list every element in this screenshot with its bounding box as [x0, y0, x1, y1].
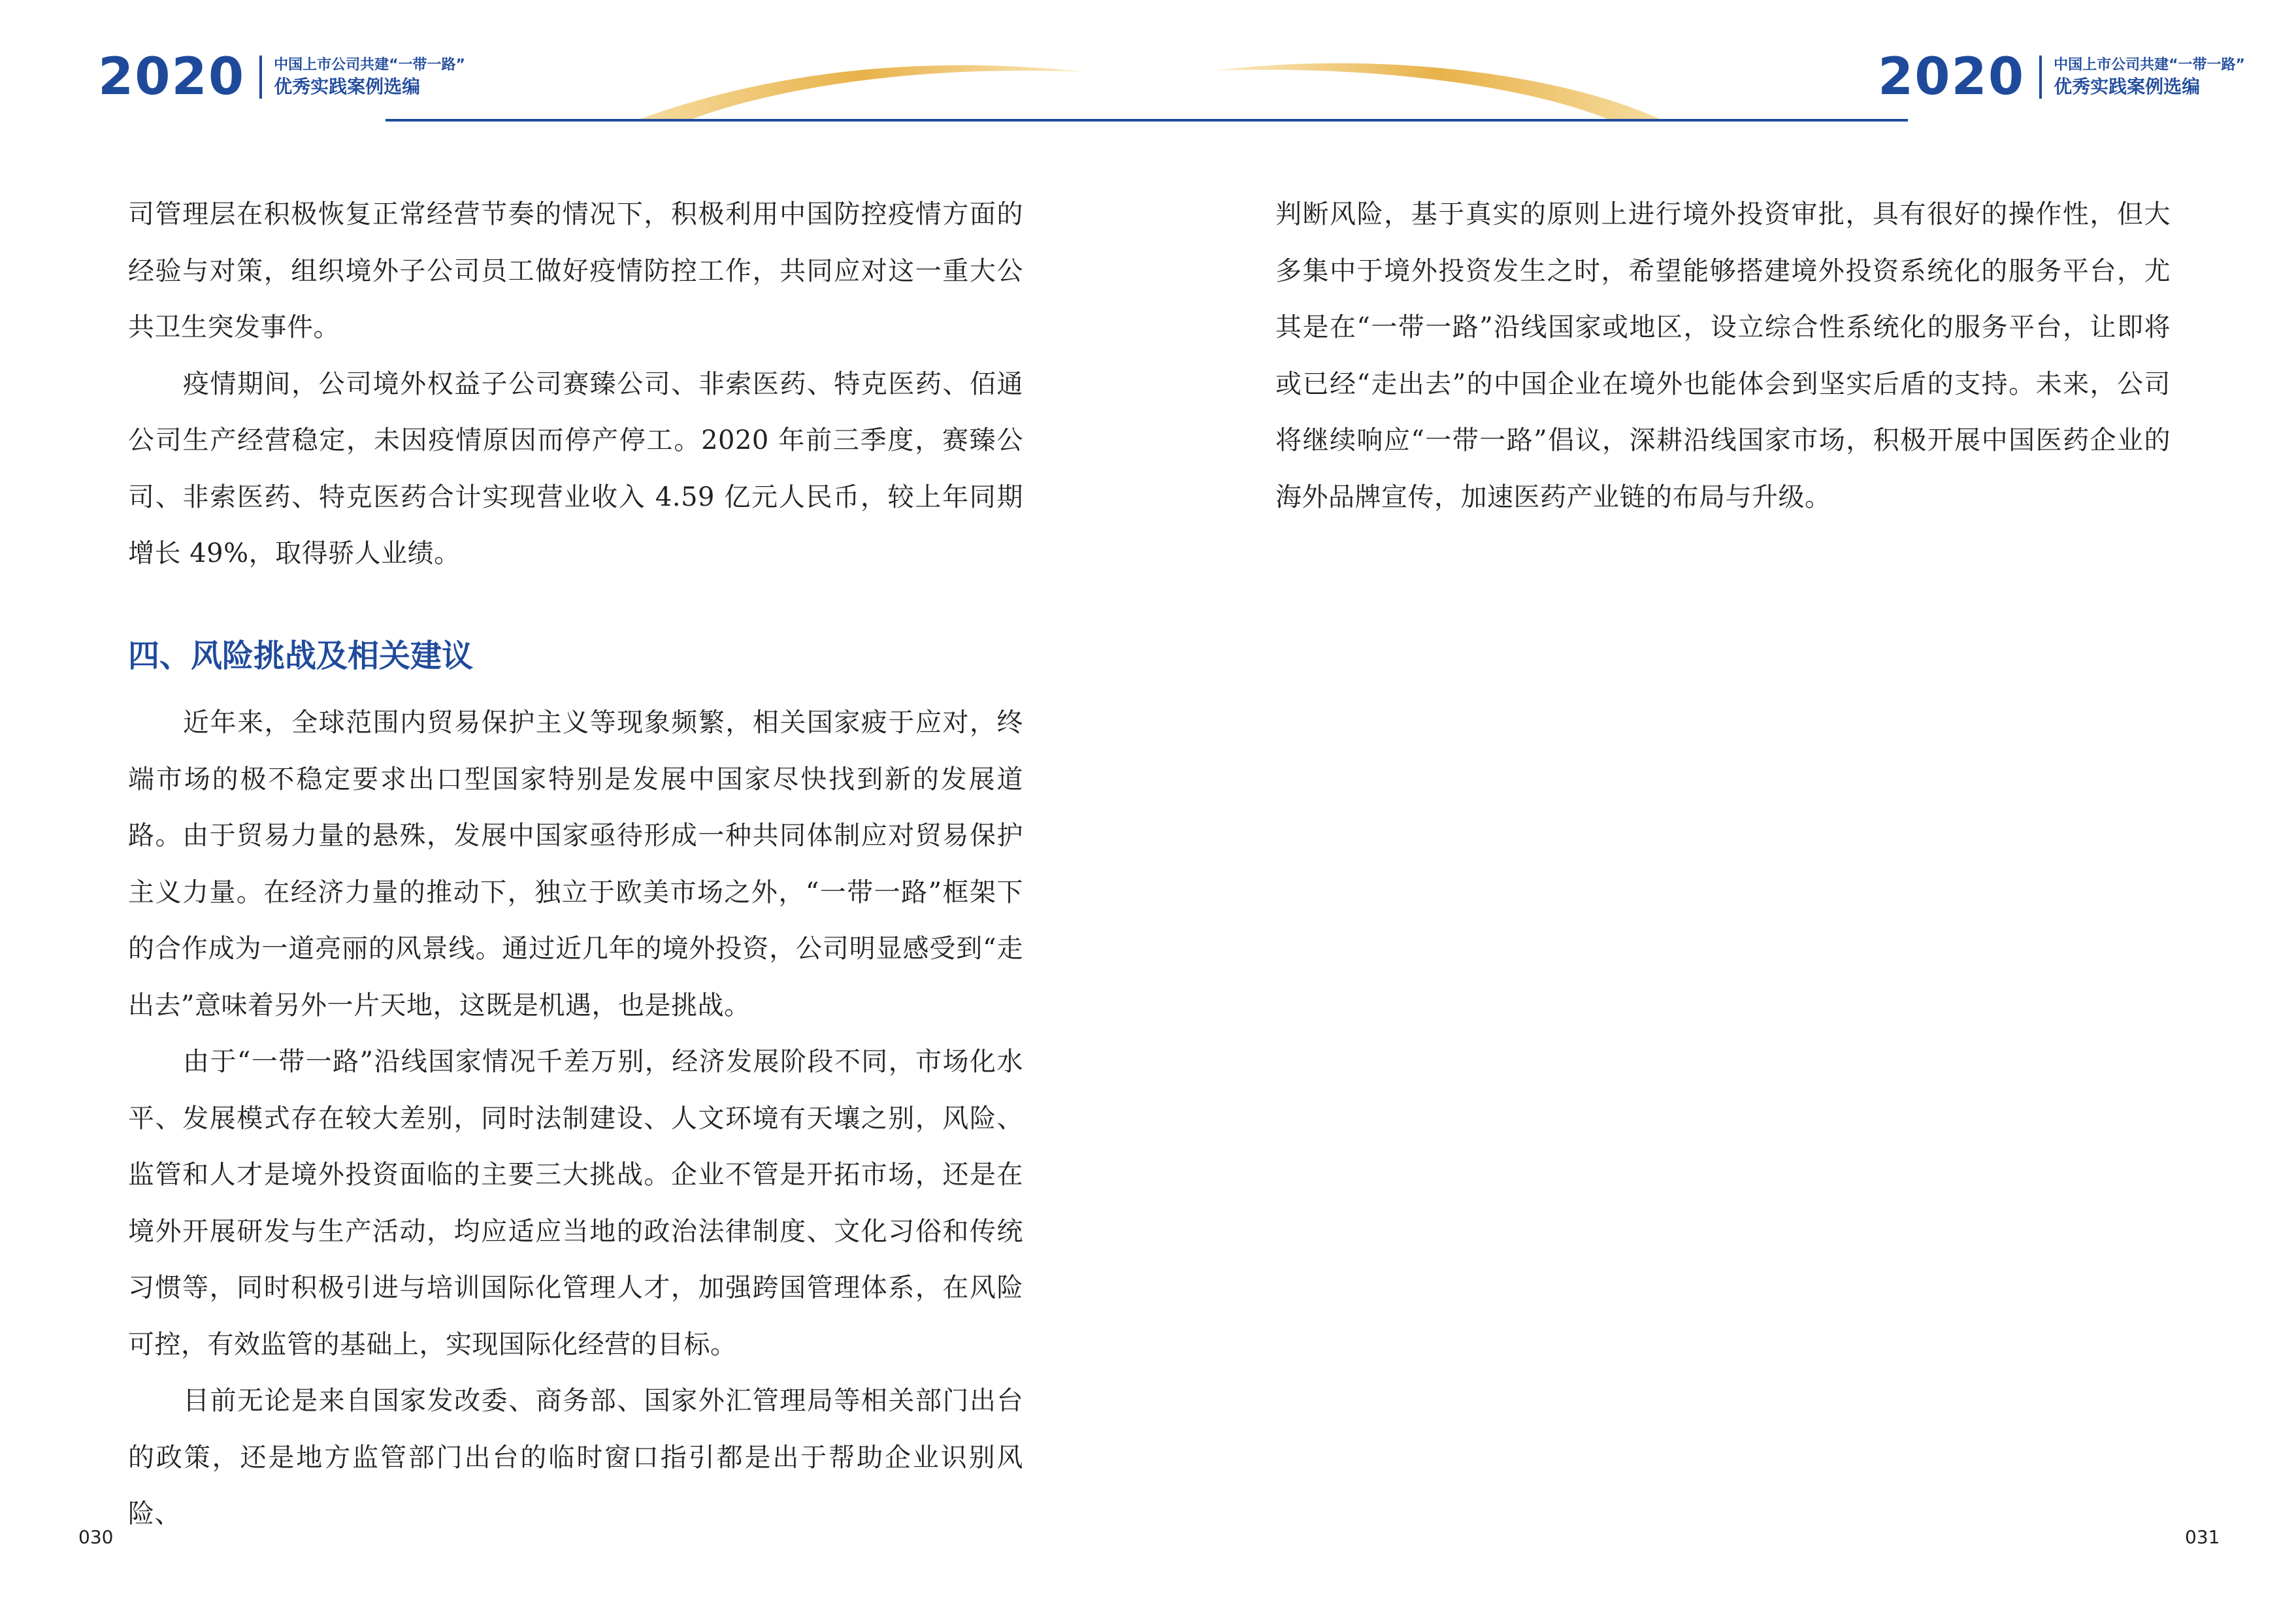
- header-year: 2020: [1878, 48, 2025, 106]
- body-paragraph: 由于“一带一路”沿线国家情况千差万别，经济发展阶段不同，市场化水平、发展模式存在较大差别，同时法制建设、人文环境有天壤之别，风险、监管和人才是境外投资面临的主要三大挑战。企业不管是开拓市场，还是在境外开展研发与生产活动，均应适应当地的政治法律制度、文化习俗和传统习惯等，同时积极引进与培训国际化管理人才，加强跨国管理体系，在风险可控，有效监管的基础上，实现国际化经营的目标。: [128, 1047, 1023, 1360]
- body-paragraph: 疫情期间，公司境外权益子公司赛臻公司、非索医药、特克医药、佰通公司生产经营稳定，未因疫情原因而停产停工。2020 年前三季度，赛臻公司、非索医药、特克医药合计实现营业收入 4.59 亿元人民币，较上年同期增长 49%，取得骄人业绩。: [128, 368, 1023, 568]
- body-paragraph: 近年来，全球范围内贸易保护主义等现象频繁，相关国家疲于应对，终端市场的极不稳定要求出口型国家特别是发展中国家尽快找到新的发展道路。由于贸易力量的悬殊，发展中国家亟待形成一种共同体制应对贸易保护主义力量。在经济力量的推动下，独立于欧美市场之外，“一带一路”框架下的合作成为一道亮丽的风景线。通过近几年的境外投资，公司明显感受到“走出去”意味着另外一片天地，这既是机遇，也是挑战。: [128, 708, 1023, 1021]
- gold-swoosh-left: [640, 65, 1085, 119]
- body-paragraph: 司管理层在积极恢复正常经营节奏的情况下，积极利用中国防控疫情方面的经验与对策，组织境外子公司员工做好疫情防控工作，共同应对这一重大公共卫生突发事件。: [128, 199, 1023, 342]
- left-page-column: [128, 186, 1023, 1543]
- gold-swoosh-right: [1215, 63, 1660, 119]
- page-number-left: 030: [78, 1526, 114, 1548]
- header-subtitle: 中国上市公司共建“一带一路”: [274, 57, 466, 73]
- header-divider: [2039, 56, 2042, 99]
- header-brand-left: [98, 48, 466, 106]
- header-divider: [259, 56, 262, 99]
- header-brand-right: [1878, 48, 2246, 106]
- body-paragraph: 目前无论是来自国家发改委、商务部、国家外汇管理局等相关部门出台的政策，还是地方监管部门出台的临时窗口指引都是出于帮助企业识别风险、: [128, 1386, 1023, 1529]
- header-year: 2020: [98, 48, 246, 106]
- page-header: [0, 0, 2296, 124]
- page-number-right: 031: [2185, 1526, 2220, 1548]
- header-title: 优秀实践案例选编: [2054, 76, 2201, 97]
- header-title: 优秀实践案例选编: [274, 76, 421, 97]
- body-paragraph: 判断风险，基于真实的原则上进行境外投资审批，具有很好的操作性，但大多集中于境外投资发生之时，希望能够搭建境外投资系统化的服务平台，尤其是在“一带一路”沿线国家或地区，设立综合性系统化的服务平台，让即将或已经“走出去”的中国企业在境外也能体会到坚实后盾的支持。未来，公司将继续响应“一带一路”倡议，深耕沿线国家市场，积极开展中国医药企业的海外品牌宣传，加速医药产业链的布局与升级。: [1275, 199, 2171, 512]
- right-page-column: [1275, 186, 2171, 525]
- header-rule: [385, 119, 1908, 122]
- header-subtitle: 中国上市公司共建“一带一路”: [2054, 57, 2246, 73]
- section-heading: 四、风险挑战及相关建议: [128, 637, 474, 674]
